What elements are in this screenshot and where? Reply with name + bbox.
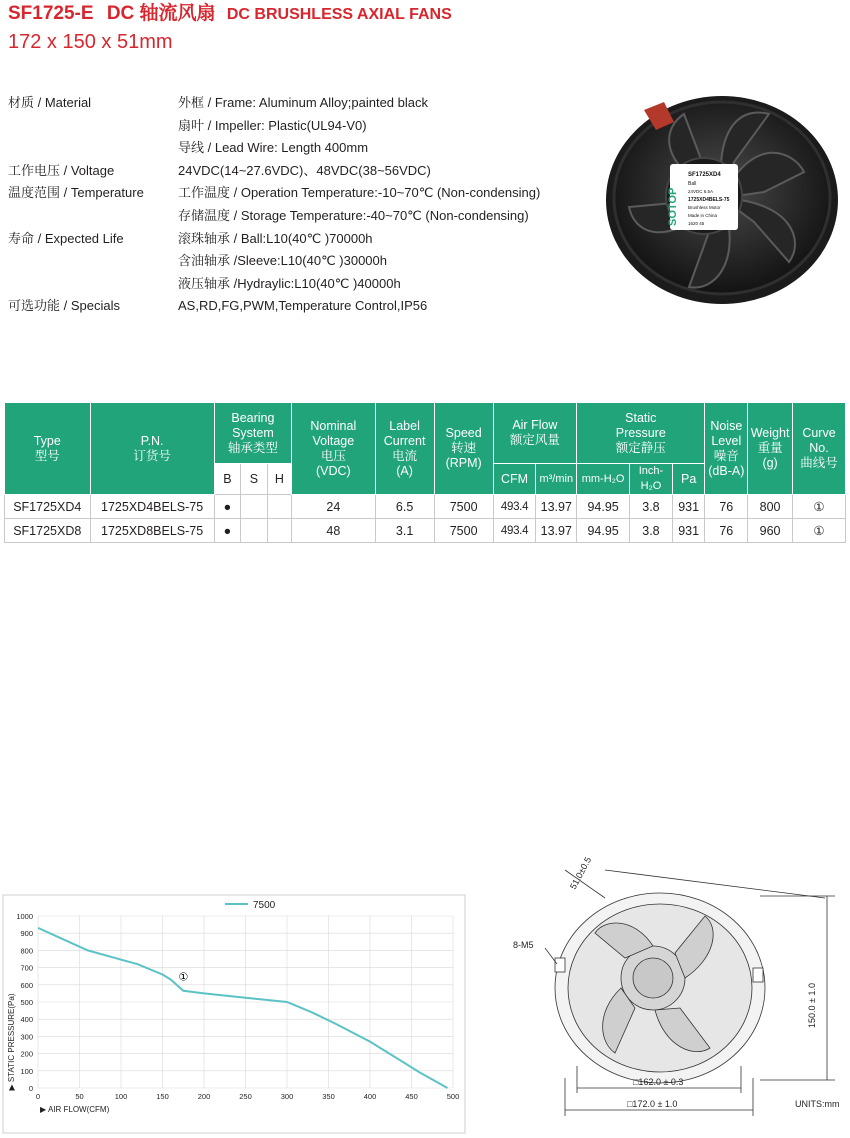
y-axis-label: ▶ STATIC PRESSURE(Pa) xyxy=(7,993,16,1091)
col-pn: P.N. 订货号 xyxy=(90,403,214,495)
cell-bearing-s xyxy=(241,519,267,543)
title-cn: DC 轴流风扇 xyxy=(106,3,216,24)
cell-current: 6.5 xyxy=(375,495,434,519)
spec-label: 温度范围 / Temperature xyxy=(8,185,144,201)
pq-curve-chart xyxy=(0,892,470,1138)
spec-value: 外框 / Frame: Aluminum Alloy;painted black xyxy=(178,95,428,110)
label-pn: 1725XD4BELS-75 xyxy=(688,197,730,203)
cell-curve: ① xyxy=(792,495,845,519)
spec-label: 材质 / Material xyxy=(8,95,92,110)
dim-holes: 8-M5 xyxy=(513,940,534,950)
cell-pa: 931 xyxy=(672,495,705,519)
cell-voltage: 24 xyxy=(292,495,375,519)
page-header xyxy=(8,3,452,54)
cell-type: SF1725XD4 xyxy=(5,495,91,519)
spec-list xyxy=(8,92,608,318)
dim-height: 150.0 ± 1.0 xyxy=(807,983,817,1028)
cell-voltage: 48 xyxy=(292,519,375,543)
title-en: DC BRUSHLESS AXIAL FANS xyxy=(226,6,452,23)
col-mmh2o: mm-H₂O xyxy=(577,464,630,495)
cell-pa: 931 xyxy=(672,519,705,543)
y-tick-label: 1000 xyxy=(16,912,33,921)
fan-photo xyxy=(604,92,840,312)
cell-pn: 1725XD8BELS-75 xyxy=(90,519,214,543)
spec-value: 存储温度 / Storage Temperature:-40~70℃ (Non-condensing) xyxy=(178,207,529,223)
y-tick-label: 300 xyxy=(20,1032,33,1042)
cell-mmh2o: 94.95 xyxy=(577,519,630,543)
spec-row xyxy=(8,92,608,115)
spec-row xyxy=(8,205,608,228)
cell-bearing-h xyxy=(267,495,291,519)
y-tick-label: 0 xyxy=(28,1084,33,1093)
cell-current: 3.1 xyxy=(375,519,434,543)
cell-m3min: 13.97 xyxy=(536,519,577,543)
spec-label: 可选功能 / Specials xyxy=(8,298,120,314)
cell-speed: 7500 xyxy=(434,519,493,543)
table-row xyxy=(5,495,846,519)
x-tick-label: 300 xyxy=(280,1092,294,1101)
dim-inner: □162.0 ± 0.3 xyxy=(633,1077,684,1087)
spec-value: AS,RD,FG,PWM,Temperature Control,IP56 xyxy=(178,298,428,314)
cell-bearing-b: ● xyxy=(214,495,240,519)
col-bearing-h: H xyxy=(267,464,291,495)
spec-label: 工作电压 / Voltage xyxy=(8,162,115,178)
col-pa: Pa xyxy=(672,464,705,495)
spec-table xyxy=(4,402,846,543)
label-origin: Made in China xyxy=(688,213,718,218)
x-tick-label: 500 xyxy=(446,1092,460,1101)
label-bearing: Ball xyxy=(688,181,697,187)
spec-row xyxy=(8,115,608,138)
cell-speed: 7500 xyxy=(434,495,493,519)
col-curve: Curve No. 曲线号 xyxy=(792,403,845,495)
cell-noise: 76 xyxy=(705,519,748,543)
x-tick-label: 100 xyxy=(114,1092,128,1101)
col-airflow: Air Flow 额定风量 xyxy=(493,403,576,464)
chart-frame xyxy=(3,895,465,1133)
y-tick-label: 600 xyxy=(20,980,33,990)
col-bearing-s: S xyxy=(241,464,267,495)
spec-row xyxy=(8,137,608,160)
spec-value: 含油轴承 /Sleeve:L10(40℃ )30000h xyxy=(178,253,387,269)
cell-bearing-h xyxy=(267,519,291,543)
dim-depth: 51.0±0.5 xyxy=(567,855,594,891)
col-type: Type 型号 xyxy=(5,403,91,495)
cell-weight: 800 xyxy=(748,495,793,519)
spec-row xyxy=(8,160,608,183)
spec-row xyxy=(8,182,608,205)
cell-cfm: 493.4 xyxy=(493,519,536,543)
col-current: Label Current 电流 (A) xyxy=(375,403,434,495)
label-date: 1620 45 xyxy=(688,221,705,226)
x-tick-label: 350 xyxy=(322,1092,335,1101)
cell-cfm: 493.4 xyxy=(493,495,536,519)
col-speed: Speed 转速 (RPM) xyxy=(434,403,493,495)
x-tick-label: 200 xyxy=(197,1092,211,1101)
spec-value: 液压轴承 /Hydraylic:L10(40℃ )40000h xyxy=(178,275,401,291)
y-tick-label: 900 xyxy=(20,929,33,939)
series-line-7500 xyxy=(38,928,448,1088)
y-tick-label: 800 xyxy=(20,946,33,956)
y-tick-label: 500 xyxy=(20,998,33,1007)
cell-bearing-s xyxy=(241,495,267,519)
spec-value: 24VDC(14~27.6VDC)、48VDC(38~56VDC) xyxy=(178,162,431,178)
spec-value: 导线 / Lead Wire: Length 400mm xyxy=(178,140,369,156)
product-size: 172 x 150 x 51mm xyxy=(8,31,173,53)
col-bearing-b: B xyxy=(214,464,240,495)
cell-curve: ① xyxy=(792,519,845,543)
x-tick-label: 250 xyxy=(239,1092,252,1101)
legend-label: 7500 xyxy=(253,900,276,911)
y-tick-label: 700 xyxy=(20,963,33,973)
col-voltage: Nominal Voltage 电压 (VDC) xyxy=(292,403,375,495)
spec-row xyxy=(8,273,608,296)
cell-type: SF1725XD8 xyxy=(5,519,91,543)
label-model: SF1725XD4 xyxy=(688,172,721,178)
dim-outer: □172.0 ± 1.0 xyxy=(627,1099,678,1109)
col-bearing: Bearing System 轴承类型 xyxy=(214,403,291,464)
x-tick-label: 400 xyxy=(363,1092,377,1101)
y-tick-label: 200 xyxy=(20,1049,33,1059)
col-inchh2o: Inch-H₂O xyxy=(630,464,673,495)
spec-value: 滚珠轴承 / Ball:L10(40℃ )70000h xyxy=(178,230,373,246)
col-cfm: CFM xyxy=(493,464,536,495)
model-name: SF1725-E xyxy=(8,3,94,24)
table-row xyxy=(5,519,846,543)
col-weight: Weight 重量 (g) xyxy=(748,403,793,495)
cell-bearing-b: ● xyxy=(214,519,240,543)
x-tick-label: 450 xyxy=(405,1092,418,1101)
col-pressure: Static Pressure 额定静压 xyxy=(577,403,705,464)
spec-value: 扇叶 / Impeller: Plastic(UL94-V0) xyxy=(178,117,367,133)
units-label: UNITS:mm xyxy=(795,1099,840,1109)
curve-annotation: ① xyxy=(178,970,189,984)
x-tick-label: 150 xyxy=(156,1092,169,1101)
label-voltage: 24VDC 6.5A xyxy=(688,189,714,194)
x-axis-label: ▶ AIR FLOW(CFM) xyxy=(40,1105,110,1114)
y-tick-label: 100 xyxy=(20,1066,33,1076)
cell-weight: 960 xyxy=(748,519,793,543)
spec-row xyxy=(8,295,608,318)
cell-m3min: 13.97 xyxy=(536,495,577,519)
cell-inchh2o: 3.8 xyxy=(630,495,673,519)
x-tick-label: 50 xyxy=(75,1092,84,1101)
spec-row xyxy=(8,250,608,273)
cell-noise: 76 xyxy=(705,495,748,519)
cell-pn: 1725XD4BELS-75 xyxy=(90,495,214,519)
col-noise: Noise Level 噪音 (dB-A) xyxy=(705,403,748,495)
cell-inchh2o: 3.8 xyxy=(630,519,673,543)
col-m3min: m³/min xyxy=(536,464,577,495)
spec-value: 工作温度 / Operation Temperature:-10~70℃ (Non-condensing) xyxy=(178,185,541,201)
label-motor: Brushless Motor xyxy=(688,205,721,210)
dimension-drawing xyxy=(505,848,850,1138)
spec-row xyxy=(8,228,608,251)
cell-mmh2o: 94.95 xyxy=(577,495,630,519)
spec-label: 寿命 / Expected Life xyxy=(8,230,124,246)
x-tick-label: 0 xyxy=(35,1092,41,1101)
product-title xyxy=(8,3,452,26)
brand-logo: SOTOP xyxy=(667,187,679,226)
y-tick-label: 400 xyxy=(20,1015,33,1025)
